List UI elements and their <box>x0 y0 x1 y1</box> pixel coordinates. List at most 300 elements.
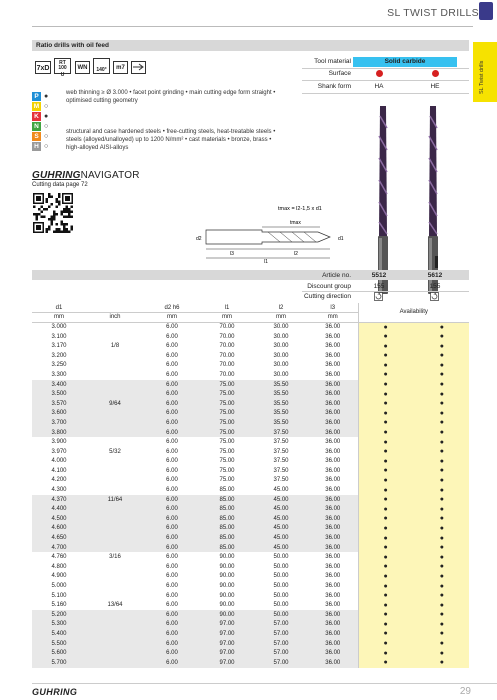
table-cell: 9/64 <box>86 399 144 409</box>
table-cell: 6.00 <box>144 495 200 505</box>
availability-a: ● <box>383 611 388 619</box>
table-cell: 37.50 <box>273 467 289 474</box>
iso-group-row <box>32 122 62 132</box>
table-cell: 97.00 <box>200 658 254 668</box>
table-cell: 6.00 <box>166 324 178 331</box>
table-cell: 37.50 <box>254 428 308 438</box>
table-cell: 5.200 <box>32 610 86 620</box>
iso-group-row <box>32 102 62 112</box>
table-cell: 36.00 <box>308 418 358 428</box>
iso-group-mark: ○ <box>44 123 49 130</box>
table-cell <box>86 648 144 658</box>
iso-group-row <box>32 92 62 102</box>
table-cell: 5.100 <box>51 592 67 599</box>
cutting-data-ref: Cutting data page 72 <box>32 182 88 188</box>
table-row <box>32 648 469 658</box>
table-cell: 3.500 <box>32 389 86 399</box>
header-availability: Availability <box>358 303 469 322</box>
side-tab-label: SL Twist drills <box>479 60 485 94</box>
table-cell: 90.00 <box>219 554 235 561</box>
table-header-row <box>32 303 469 313</box>
table-cell: 3.900 <box>51 439 67 446</box>
availability-cell <box>358 562 469 572</box>
availability-b: ● <box>439 476 444 484</box>
table-cell: 75.00 <box>200 389 254 399</box>
availability-b: ● <box>439 544 444 552</box>
depth-symbol-text: 7xD <box>36 65 50 72</box>
tmax-formula: tmax = l2-1,5 x d1 <box>278 206 322 212</box>
availability-a: ● <box>383 409 388 417</box>
table-cell: 90.00 <box>200 610 254 620</box>
availability-a: ● <box>383 582 388 590</box>
table-cell: 6.00 <box>144 610 200 620</box>
availability-cell <box>358 370 469 380</box>
table-cell: 5.400 <box>32 629 86 639</box>
brand-logo-icon <box>479 2 493 20</box>
availability-b: ● <box>439 572 444 580</box>
table-row <box>32 658 469 668</box>
availability-a: ● <box>383 342 388 350</box>
cutting-direction-b-icon <box>430 292 439 303</box>
table-cell: 97.00 <box>200 648 254 658</box>
table-cell: 6.00 <box>166 563 178 570</box>
table-cell <box>86 476 144 486</box>
iso-group-letter: S <box>32 132 41 141</box>
table-cell: 36.00 <box>308 533 358 543</box>
tool-material-row <box>32 57 469 67</box>
table-cell: 5.700 <box>32 658 86 668</box>
table-cell: 4.000 <box>51 458 67 465</box>
table-cell <box>86 418 144 428</box>
table-cell: 36.00 <box>308 504 358 514</box>
availability-a: ● <box>383 400 388 408</box>
cutting-direction-label: Cutting direction <box>304 293 351 300</box>
availability-b: ● <box>439 448 444 456</box>
table-cell: 3.170 <box>51 343 67 350</box>
table-row <box>32 562 469 572</box>
table-cell: 4.650 <box>32 533 86 543</box>
table-cell: 36.00 <box>308 514 358 524</box>
table-cell: 36.00 <box>308 389 358 399</box>
table-cell: 3.570 <box>32 399 86 409</box>
table-cell: 75.00 <box>219 439 235 446</box>
rt100-text: RT 100 <box>58 60 67 71</box>
table-cell: 75.00 <box>200 418 254 428</box>
table-cell: 50.00 <box>273 602 289 609</box>
rt100-sub: U <box>60 72 65 78</box>
unit-inch: inch <box>86 313 144 323</box>
header-inch <box>86 303 144 313</box>
availability-a: ● <box>383 381 388 389</box>
table-row <box>32 447 469 457</box>
table-cell: 36.00 <box>308 639 358 649</box>
table-row <box>32 322 469 332</box>
availability-a: ● <box>383 438 388 446</box>
table-cell: 50.00 <box>273 563 289 570</box>
table-cell <box>86 389 144 399</box>
table-cell: 6.00 <box>144 389 200 399</box>
header-d2: d2 h6 <box>144 303 200 313</box>
l3-label: l3 <box>230 251 234 257</box>
table-cell: 3.600 <box>32 409 86 419</box>
table-cell: 6.00 <box>144 418 200 428</box>
table-cell: 45.00 <box>254 514 308 524</box>
article-info <box>32 270 469 303</box>
table-cell: 6.00 <box>144 504 200 514</box>
table-cell: 70.00 <box>219 362 235 369</box>
table-cell: 30.00 <box>273 371 289 378</box>
availability-cell <box>358 399 469 409</box>
availability-cell <box>358 361 469 371</box>
table-cell: 36.00 <box>308 524 358 534</box>
table-cell: 36.00 <box>325 487 341 494</box>
table-cell: 35.50 <box>254 409 308 419</box>
availability-cell <box>358 418 469 428</box>
table-cell: 36.00 <box>308 399 358 409</box>
header-l1: l1 <box>200 303 254 313</box>
cutting-direction-a-icon <box>374 292 383 303</box>
table-row <box>32 543 469 553</box>
table-cell: 5.160 <box>51 602 67 609</box>
l1-label: l1 <box>264 259 268 264</box>
table-cell <box>86 581 144 591</box>
table-cell <box>86 361 144 371</box>
availability-cell <box>358 466 469 476</box>
table-row <box>32 476 469 486</box>
availability-a: ● <box>383 544 388 552</box>
surface-row <box>32 69 469 79</box>
table-cell: 36.00 <box>325 324 341 331</box>
drill-ha-image <box>378 106 388 294</box>
table-cell: 3.970 <box>51 448 67 455</box>
table-cell: 36.00 <box>308 658 358 668</box>
table-cell: 37.50 <box>273 458 289 465</box>
availability-cell <box>358 543 469 553</box>
table-cell: 6.00 <box>144 629 200 639</box>
dimension-table <box>32 303 469 668</box>
table-cell: 3.000 <box>51 324 67 331</box>
availability-cell <box>358 389 469 399</box>
availability-a: ● <box>383 630 388 638</box>
table-cell: 57.00 <box>254 648 308 658</box>
table-cell: 35.50 <box>254 389 308 399</box>
iso-group-row <box>32 132 62 142</box>
availability-b: ● <box>439 467 444 475</box>
availability-cell <box>358 524 469 534</box>
table-cell: 35.50 <box>254 380 308 390</box>
availability-a: ● <box>383 563 388 571</box>
header-l3: l3 <box>308 303 358 313</box>
table-cell: 57.00 <box>254 639 308 649</box>
table-cell: 6.00 <box>166 352 178 359</box>
table-cell: 36.00 <box>325 333 341 340</box>
availability-a: ● <box>383 620 388 628</box>
material-notes: structural and case hardened steels • free-cutting steels, heat-treatable steels • steels (alloyed/unalloyed) up to 1200 N/mm² • cast materials • bronze, brass • high-alloyed AISI-alloys <box>66 129 276 151</box>
table-cell: 36.00 <box>325 439 341 446</box>
table-row <box>32 380 469 390</box>
section-title: Ratio drills with oil feed <box>32 40 469 51</box>
table-cell <box>86 380 144 390</box>
table-cell <box>86 485 144 495</box>
availability-b: ● <box>439 390 444 398</box>
discount-a: 155 <box>373 283 385 290</box>
tmax-label: tmax <box>290 220 301 226</box>
availability-a: ● <box>383 524 388 532</box>
availability-a: ● <box>383 592 388 600</box>
table-row <box>32 466 469 476</box>
d2-label: d2 <box>196 236 202 242</box>
iso-group-mark: ○ <box>44 143 49 150</box>
table-cell <box>86 437 144 447</box>
table-cell: 13/64 <box>107 602 123 609</box>
drill-he-image <box>428 106 438 294</box>
availability-b: ● <box>439 524 444 532</box>
table-cell: 50.00 <box>273 573 289 580</box>
table-cell: 90.00 <box>219 592 235 599</box>
table-cell <box>86 504 144 514</box>
table-cell: 6.00 <box>144 639 200 649</box>
table-cell: 6.00 <box>166 343 178 350</box>
table-cell: 70.00 <box>219 324 235 331</box>
table-cell: 6.00 <box>166 371 178 378</box>
table-cell: 36.00 <box>308 428 358 438</box>
availability-b: ● <box>439 323 444 331</box>
table-cell: 75.00 <box>219 467 235 474</box>
table-cell: 85.00 <box>200 495 254 505</box>
availability-b: ● <box>439 361 444 369</box>
availability-cell <box>358 485 469 495</box>
availability-a: ● <box>383 534 388 542</box>
availability-cell <box>358 504 469 514</box>
table-body <box>32 322 469 667</box>
table-cell: 70.00 <box>219 371 235 378</box>
table-row <box>32 552 469 562</box>
table-cell: 5.600 <box>32 648 86 658</box>
table-cell: 36.00 <box>325 352 341 359</box>
table-cell: 75.00 <box>219 458 235 465</box>
qr-code-icon[interactable] <box>33 193 73 233</box>
table-cell <box>86 514 144 524</box>
availability-b: ● <box>439 582 444 590</box>
table-cell: 36.00 <box>325 448 341 455</box>
surface-a <box>353 70 405 79</box>
iso-material-groups <box>32 92 62 152</box>
table-row <box>32 514 469 524</box>
table-row <box>32 389 469 399</box>
availability-b: ● <box>439 601 444 609</box>
table-cell: 70.00 <box>219 343 235 350</box>
availability-b: ● <box>439 409 444 417</box>
drill-dimension-drawing <box>190 202 355 264</box>
table-cell: 50.00 <box>273 592 289 599</box>
availability-b: ● <box>439 381 444 389</box>
table-cell: 4.900 <box>51 573 67 580</box>
table-cell: 45.00 <box>254 533 308 543</box>
table-cell: 6.00 <box>166 458 178 465</box>
table-cell: 45.00 <box>254 524 308 534</box>
table-cell: 6.00 <box>144 514 200 524</box>
iso-group-mark: ○ <box>44 133 49 140</box>
header-d1: d1 <box>32 303 86 313</box>
shank-a: HA <box>374 83 384 90</box>
availability-a: ● <box>383 429 388 437</box>
surface-coating-icon <box>376 70 383 77</box>
iso-group-mark: ● <box>44 113 49 120</box>
table-cell: 5.000 <box>51 583 67 590</box>
table-cell: 36.00 <box>325 592 341 599</box>
availability-a: ● <box>383 448 388 456</box>
table-cell: 4.300 <box>51 487 67 494</box>
header-l2: l2 <box>254 303 308 313</box>
section-side-tab[interactable] <box>473 42 497 102</box>
table-cell: 36.00 <box>308 648 358 658</box>
table-row <box>32 428 469 438</box>
table-row <box>32 399 469 409</box>
table-cell <box>86 428 144 438</box>
availability-b: ● <box>439 640 444 648</box>
table-cell: 90.00 <box>219 573 235 580</box>
article-b: 5612 <box>427 272 443 279</box>
table-cell: 36.00 <box>325 362 341 369</box>
table-cell: 6.00 <box>144 399 200 409</box>
availability-a: ● <box>383 390 388 398</box>
table-cell: 97.00 <box>200 639 254 649</box>
table-cell: 6.00 <box>144 648 200 658</box>
table-cell: 6.00 <box>144 409 200 419</box>
availability-a: ● <box>383 496 388 504</box>
table-row <box>32 457 469 467</box>
availability-cell <box>358 581 469 591</box>
iso-group-letter: N <box>32 122 41 131</box>
surface-b <box>409 70 461 79</box>
availability-b: ● <box>439 659 444 667</box>
availability-cell <box>358 351 469 361</box>
availability-a: ● <box>383 640 388 648</box>
table-cell: 6.00 <box>166 467 178 474</box>
table-cell: 4.600 <box>32 524 86 534</box>
table-cell: 50.00 <box>254 610 308 620</box>
discount-b: 155 <box>429 283 441 290</box>
availability-b: ● <box>439 486 444 494</box>
table-cell <box>86 620 144 630</box>
table-cell: 57.00 <box>254 620 308 630</box>
table-cell <box>86 409 144 419</box>
iso-group-mark: ○ <box>44 103 49 110</box>
table-cell: 36.00 <box>325 467 341 474</box>
table-cell: 4.760 <box>51 554 67 561</box>
table-cell <box>86 457 144 467</box>
table-row <box>32 409 469 419</box>
table-row <box>32 591 469 601</box>
table-cell <box>86 591 144 601</box>
table-row <box>32 629 469 639</box>
iso-group-row <box>32 142 62 152</box>
table-row <box>32 437 469 447</box>
table-cell: 4.100 <box>51 467 67 474</box>
page-header-title: SL TWIST DRILLS <box>387 7 479 19</box>
table-cell: 4.500 <box>32 514 86 524</box>
iso-group-letter: M <box>33 103 40 110</box>
availability-b: ● <box>439 429 444 437</box>
table-row <box>32 341 469 351</box>
table-cell: 6.00 <box>144 533 200 543</box>
availability-b: ● <box>439 630 444 638</box>
table-cell: 90.00 <box>219 583 235 590</box>
table-cell: 3/16 <box>109 554 121 561</box>
table-cell: 3.200 <box>51 352 67 359</box>
table-cell: 4.400 <box>32 504 86 514</box>
iso-group-row <box>32 112 62 122</box>
iso-group-mark: ● <box>44 93 49 100</box>
table-cell <box>86 524 144 534</box>
navigator-brand[interactable] <box>32 170 140 181</box>
availability-b: ● <box>439 592 444 600</box>
availability-a: ● <box>383 333 388 341</box>
table-cell: 36.00 <box>325 371 341 378</box>
table-cell: 6.00 <box>144 428 200 438</box>
shank-label: Shank form <box>317 83 351 90</box>
table-cell <box>86 322 144 332</box>
table-cell: 97.00 <box>200 629 254 639</box>
table-row <box>32 495 469 505</box>
table-cell: 4.700 <box>32 543 86 553</box>
table-row <box>32 370 469 380</box>
table-cell: 6.00 <box>166 477 178 484</box>
table-cell: 36.00 <box>325 458 341 465</box>
availability-cell <box>358 514 469 524</box>
availability-a: ● <box>383 361 388 369</box>
table-cell: 36.00 <box>308 543 358 553</box>
article-label: Article no. <box>322 272 351 279</box>
table-cell: 36.00 <box>308 620 358 630</box>
table-row <box>32 504 469 514</box>
table-cell: 85.00 <box>200 504 254 514</box>
availability-a: ● <box>383 352 388 360</box>
table-cell: 4.200 <box>51 477 67 484</box>
table-cell: 50.00 <box>273 583 289 590</box>
table-cell <box>86 639 144 649</box>
page-number: 29 <box>459 686 471 697</box>
table-cell: 35.50 <box>254 399 308 409</box>
availability-a: ● <box>383 486 388 494</box>
availability-b: ● <box>439 649 444 657</box>
table-cell: 37.50 <box>273 477 289 484</box>
availability-a: ● <box>383 476 388 484</box>
availability-cell <box>358 620 469 630</box>
availability-cell <box>358 552 469 562</box>
table-row <box>32 581 469 591</box>
table-row <box>32 572 469 582</box>
table-cell: 11/64 <box>86 495 144 505</box>
table-cell: 45.00 <box>254 504 308 514</box>
availability-cell <box>358 648 469 658</box>
table-cell: 3.800 <box>32 428 86 438</box>
table-cell: 3.300 <box>51 371 67 378</box>
availability-cell <box>358 495 469 505</box>
table-cell: 36.00 <box>325 554 341 561</box>
table-row <box>32 418 469 428</box>
table-cell: 3.100 <box>51 333 67 340</box>
table-cell <box>86 533 144 543</box>
availability-b: ● <box>439 400 444 408</box>
table-cell: 36.00 <box>325 563 341 570</box>
table-cell: 57.00 <box>254 629 308 639</box>
table-cell: 36.00 <box>325 573 341 580</box>
table-cell: 36.00 <box>308 380 358 390</box>
availability-b: ● <box>439 620 444 628</box>
table-cell: 6.00 <box>166 602 178 609</box>
table-row <box>32 620 469 630</box>
